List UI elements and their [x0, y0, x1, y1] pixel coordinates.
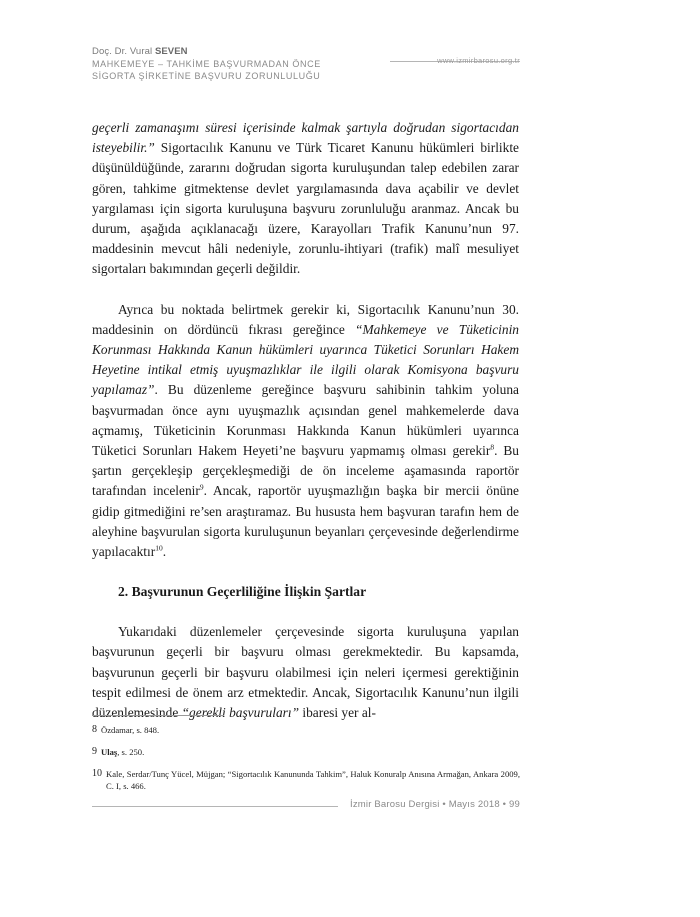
section-heading: 2. Başvurunun Geçerliliğine İlişkin Şartlar [118, 584, 367, 600]
paragraph-3 [92, 622, 519, 723]
paragraph-3-text-a: Yukarıdaki düzenlemeler çerçevesinde sigorta kuruluşuna yapılan başvurunun geçerli bir başvuru olması gerekmektedir. Bu kapsamda, başvurunun geçerli bir başvuru olabilmesi için neleri içermesi gerektiğinin tespit edilmesi de önem arz etmektedir. Ancak, Sigortacılık Kanunu’nun ilgili düzenlemesinde [92, 624, 519, 721]
paragraph-2-text-b: . Bu düzenleme gereğince başvuru sahibinin tahkim yoluna başvurmadan önce aynı uyuşmazlık açısından genel mahkemelerde dava açmamış, Tüketicinin Korunması Hakkında Kanun hükümleri uyarınca Tüketici Sorunları Hakem Heyeti’ne başvuru yapmamış olması gerekir [92, 382, 519, 459]
footnote-8 [92, 724, 520, 736]
paragraph-2 [92, 300, 519, 563]
author-surname: SEVEN [154, 46, 188, 57]
footnote-separator [92, 715, 224, 716]
footnote-number: 9 [92, 746, 97, 757]
footer-rule [92, 806, 338, 807]
footnote-9 [92, 746, 520, 758]
paragraph-1 [92, 118, 519, 280]
footer-journal-page: İzmir Barosu Dergisi • Mayıs 2018 • 99 [349, 799, 520, 810]
paragraph-2-text-e: . [162, 544, 167, 560]
paragraph-gap [92, 602, 519, 622]
paragraph-2-text-d: . Ancak, raportör uyuşmazlığın başka bir mercii önüne gidip gitmediğini re’sen araştıramaz. Bu hususta hem başvuran tarafın hem de aleyhine başvurulan sigorta kuruluşunun beyanları çerçevesinde değerlendirme yapılacaktır [92, 483, 519, 560]
footnote-number: 8 [92, 724, 97, 735]
footnotes [92, 724, 520, 802]
paragraph-1-italic: geçerli zamanaşımı süresi içerisinde kalmak şartıyla doğrudan sigortacıdan isteyebilir.” [92, 120, 519, 156]
footnote-ref-10[interactable]: 10 [155, 543, 163, 553]
footnote-ref-9[interactable]: 9 [199, 482, 204, 492]
footnote-ref-8[interactable]: 8 [490, 442, 495, 452]
header-url: www.izmirbarosu.org.tr [437, 56, 520, 65]
footnote-text: Ulaş, s. 250. [101, 747, 145, 757]
footnote-number: 10 [92, 768, 102, 779]
paragraph-1-text: Sigortacılık Kanunu ve Türk Ticaret Kanunu hükümleri birlikte düşünüldüğünde, zararını doğrudan sigorta kuruluşundan talep edebilen zarar gören, tahkime gitmektense devlet yargılamasında dava açabilir ve devlet yargılaması için sigorta kuruluşuna başvuru zorunluluğu aranmaz. Ancak bu durum, aşağıda açıklanacağı üzere, Karayolları Trafik Kanunu’nun 97. maddesinin mevcut hâli nedeniyle, zorunlu-ihtiyari (trafik) malî mesuliyet sigortaları bakımından geçerli değildir. [92, 140, 519, 277]
footnote-text: Kale, Serdar/Tunç Yücel, Müjgan; “Sigortacılık Kanununda Tahkim”, Haluk Konuralp Anısına Armağan, Ankara 2009, C. I, s. 466. [106, 769, 520, 791]
paragraph-3-italic: “gerekli başvuruları” [181, 705, 300, 721]
footnote-author: Ulaş [101, 747, 118, 757]
paragraph-gap [92, 562, 519, 582]
footnote-10 [92, 768, 520, 792]
paragraph-3-text-b: ibaresi yer al- [299, 705, 376, 721]
paragraph-gap [92, 280, 519, 300]
running-title-line-2: SİGORTA ŞİRKETİNE BAŞVURU ZORUNLULUĞU [92, 71, 321, 81]
footnote-text: Özdamar, s. 848. [101, 725, 160, 735]
author-prefix: Doç. Dr. Vural [92, 46, 153, 57]
paragraph-2-text-a: Ayrıca bu noktada belirtmek gerekir ki, Sigortacılık Kanunu’nun 30. maddesinin on dördüncü fıkrası gereğince [92, 301, 519, 337]
running-header [92, 46, 392, 82]
paragraph-2-text-c: . Bu şartın gerçekleşip gerçekleşmediği de ön inceleme aşamasında raportör tarafından incelenir [92, 443, 519, 499]
paragraph-2-quote: “Mahkemeye ve Tüketicinin Korunması Hakkında Kanun hükümleri uyarınca Tüketici Sorunları Hakem Heyetine intikal etmiş uyuşmazlıklar ile ilgili olarak Komisyona başvuru yapılamaz” [92, 321, 519, 398]
author-name [92, 46, 392, 58]
article-body [92, 118, 519, 723]
running-title-line-1: MAHKEMEYE – TAHKİME BAŞVURMADAN ÖNCE [92, 59, 321, 69]
